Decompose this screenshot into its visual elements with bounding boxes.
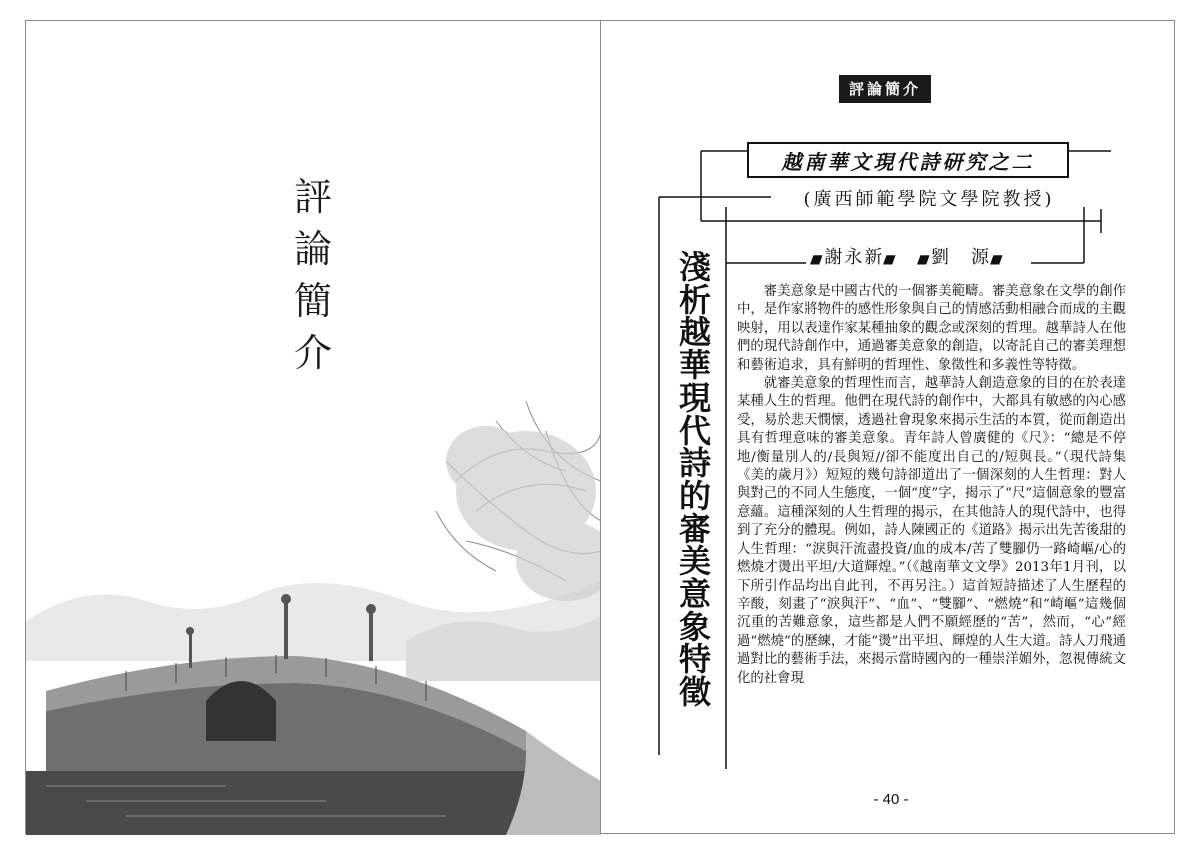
article-title-char: 特 (678, 640, 711, 679)
author-name-text: 謝永新 (824, 247, 885, 268)
article-body (737, 283, 1126, 688)
series-title: 越南華文現代詩研究之二 (781, 149, 1035, 174)
article-title-char: 徵 (678, 673, 711, 712)
article-title-char: 的 (678, 476, 711, 515)
authors-line (808, 243, 1041, 269)
article-title-char: 代 (678, 411, 711, 450)
article-title-char: 現 (678, 378, 711, 417)
article-title-char: 華 (678, 346, 711, 385)
author-name-text: 劉 源 (931, 247, 992, 268)
body-paragraph: 審美意象是中國古代的一個審美範疇。審美意象在文學的創作中，是作家將物件的感性形象與自己的情感活動相融合而成的主觀映射，用以表達作家某種抽象的觀念或深刻的哲理。越華詩人在他們的現代詩創作中，通過審美意象的創造，以寄託自己的審美理想和藝術追求，具有鮮明的哲理性、象徵性和多義性等特徵。 (737, 284, 1126, 373)
square-ornament-icon: ■ (915, 252, 934, 266)
left-title-char: 簡 (293, 279, 334, 323)
article-vertical-title (673, 248, 717, 712)
left-title-char: 介 (293, 331, 334, 375)
left-title-char: 評 (293, 175, 334, 219)
article-title-char: 詩 (678, 444, 711, 483)
article-title-char: 意 (678, 575, 711, 614)
square-ornament-icon: ■ (988, 252, 1007, 266)
left-title-char: 論 (293, 227, 334, 271)
page-number: - 40 - (873, 791, 909, 808)
author-name (808, 243, 901, 269)
article-title-char: 越 (678, 313, 711, 352)
series-title-box (747, 142, 1069, 178)
article-title-char: 析 (678, 280, 711, 319)
section-tag: 評論簡介 (839, 75, 931, 103)
article-title-char: 美 (678, 542, 711, 581)
author-affiliation: (廣西師範學院文學院教授) (803, 189, 1055, 210)
body-paragraph: 就審美意象的哲理性而言，越華詩人創造意象的目的在於表達某種人生的哲理。他們在現代詩的創作中，大都具有敏感的內心感受，易於悲天憫懷，透過社會現象來揭示生活的本質，從而創造出具有哲理意味的審美意象。青年詩人曾廣健的《尺》：“總是不停地/衡量別人的/長與短//卻不能度出自己的/短與長。”（現代詩集《美的歲月》）短短的幾句詩卻道出了一個深刻的人生哲理：對人與對己的不同人生態度，一個“度”字，揭示了“尺”這個意象的豐富意蘊。這種深刻的人生哲理的揭示，在其他詩人的現代詩中，也得到了充分的體現。例如，詩人陳國正的《道路》揭示出先苦後甜的人生哲理：“淚與汗流盡投資/血的成本/苦了雙腳仍一路崎嶇/心的燃燒才燙出平坦/大道輝煌。”（《越南華文文學》2013年1月刊，以下所引作品均出自此刊，不再另注。）這首短詩描述了人生歷程的辛酸，刻畫了“淚與汗”、“血”、“雙腳”、“燃燒”和“崎嶇”這幾個沉重的苦難意象，這些都是人們不願經歷的“苦”，然而，“心”經過“燃燒”的歷練，才能“燙”出平坦、輝煌的人生大道。詩人刀飛通過對比的藝術手法，來揭示當時國內的一種崇洋媚外，忽視傳統文化的社會現 (737, 376, 1126, 686)
bridge-landscape-illustration (26, 401, 601, 835)
author-name (915, 243, 1007, 269)
article-title-char: 象 (678, 607, 711, 646)
left-page-vertical-title (284, 171, 344, 379)
square-ornament-icon: ■ (808, 252, 827, 266)
left-page (25, 20, 600, 834)
square-ornament-icon: ■ (881, 252, 901, 266)
article-title-char: 淺 (678, 248, 711, 286)
right-page (600, 20, 1175, 834)
article-title-char: 審 (678, 509, 711, 548)
